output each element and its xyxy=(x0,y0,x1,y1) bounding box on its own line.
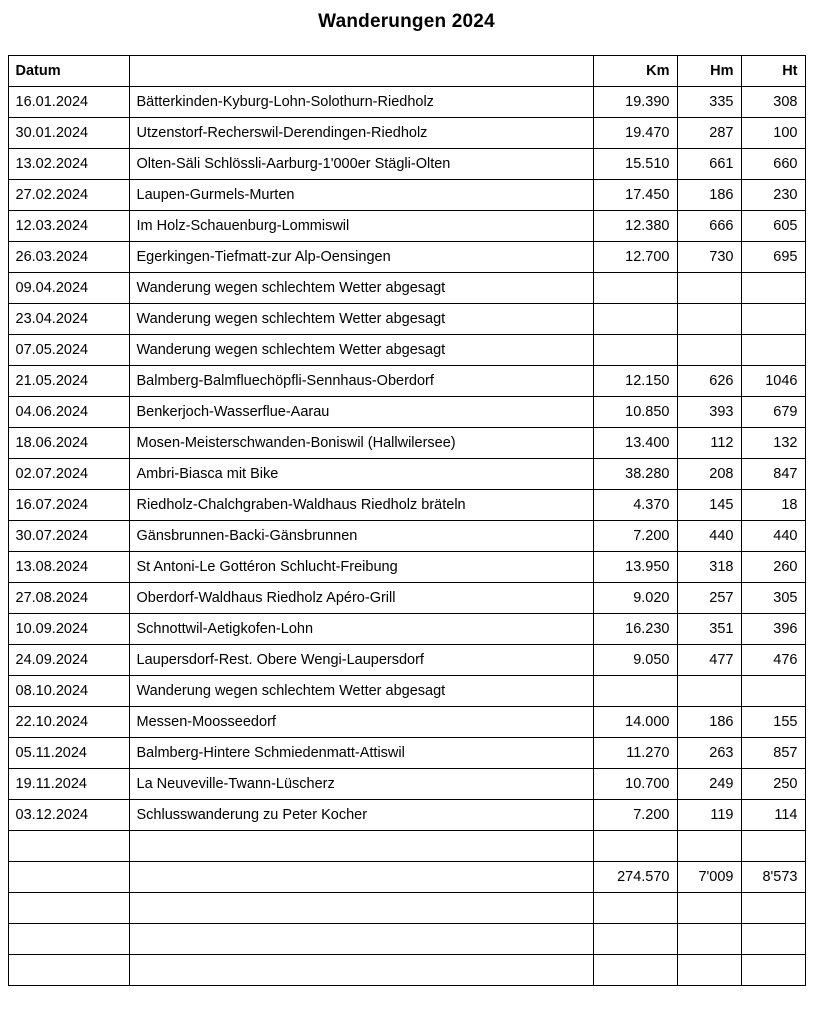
cell-hm: 145 xyxy=(677,490,741,521)
cell-description: Messen-Moosseedorf xyxy=(129,707,593,738)
cell-km: 11.270 xyxy=(593,738,677,769)
cell-date: 03.12.2024 xyxy=(8,800,129,831)
cell-km: 13.950 xyxy=(593,552,677,583)
table-row xyxy=(8,118,805,149)
cell-ht: 308 xyxy=(741,87,805,118)
cell-km: 9.050 xyxy=(593,645,677,676)
cell-description: Benkerjoch-Wasserflue-Aarau xyxy=(129,397,593,428)
cell-hm: 249 xyxy=(677,769,741,800)
cell-date: 08.10.2024 xyxy=(8,676,129,707)
cell-date: 16.07.2024 xyxy=(8,490,129,521)
cell-date: 23.04.2024 xyxy=(8,304,129,335)
cell-hm: 666 xyxy=(677,211,741,242)
cell-description xyxy=(129,924,593,955)
cell-km: 38.280 xyxy=(593,459,677,490)
cell-description: Mosen-Meisterschwanden-Boniswil (Hallwilersee) xyxy=(129,428,593,459)
cell-date: 26.03.2024 xyxy=(8,242,129,273)
cell-description: La Neuveville-Twann-Lüscherz xyxy=(129,769,593,800)
cell-description: Olten-Säli Schlössli-Aarburg-1'000er Stägli-Olten xyxy=(129,149,593,180)
cell-description: Wanderung wegen schlechtem Wetter abgesagt xyxy=(129,304,593,335)
cell-ht: 260 xyxy=(741,552,805,583)
cell-description: Balmberg-Hintere Schmiedenmatt-Attiswil xyxy=(129,738,593,769)
table-row xyxy=(8,738,805,769)
cell-ht: 396 xyxy=(741,614,805,645)
cell-description xyxy=(129,862,593,893)
table-row xyxy=(8,242,805,273)
cell-ht: 8'573 xyxy=(741,862,805,893)
cell-ht xyxy=(741,955,805,986)
cell-ht: 155 xyxy=(741,707,805,738)
cell-ht: 114 xyxy=(741,800,805,831)
cell-description xyxy=(129,831,593,862)
cell-hm: 318 xyxy=(677,552,741,583)
table-row xyxy=(8,397,805,428)
table-row xyxy=(8,273,805,304)
cell-date: 10.09.2024 xyxy=(8,614,129,645)
table-row xyxy=(8,614,805,645)
cell-description: Egerkingen-Tiefmatt-zur Alp-Oensingen xyxy=(129,242,593,273)
cell-date: 09.04.2024 xyxy=(8,273,129,304)
cell-ht xyxy=(741,676,805,707)
cell-km: 19.470 xyxy=(593,118,677,149)
cell-date: 30.07.2024 xyxy=(8,521,129,552)
cell-hm: 626 xyxy=(677,366,741,397)
header-hm: Hm xyxy=(677,56,741,87)
cell-date: 13.08.2024 xyxy=(8,552,129,583)
table-row xyxy=(8,769,805,800)
cell-date: 27.08.2024 xyxy=(8,583,129,614)
cell-date: 16.01.2024 xyxy=(8,87,129,118)
cell-hm: 335 xyxy=(677,87,741,118)
cell-date xyxy=(8,924,129,955)
cell-km: 19.390 xyxy=(593,87,677,118)
cell-hm: 393 xyxy=(677,397,741,428)
table-row xyxy=(8,149,805,180)
cell-km: 13.400 xyxy=(593,428,677,459)
cell-hm: 186 xyxy=(677,707,741,738)
cell-hm xyxy=(677,893,741,924)
table-row xyxy=(8,924,805,955)
cell-date: 13.02.2024 xyxy=(8,149,129,180)
cell-description: Wanderung wegen schlechtem Wetter abgesagt xyxy=(129,676,593,707)
cell-hm xyxy=(677,335,741,366)
cell-ht: 695 xyxy=(741,242,805,273)
table-row xyxy=(8,831,805,862)
cell-ht xyxy=(741,831,805,862)
cell-hm: 730 xyxy=(677,242,741,273)
cell-date: 18.06.2024 xyxy=(8,428,129,459)
cell-km: 10.700 xyxy=(593,769,677,800)
cell-km xyxy=(593,676,677,707)
cell-km: 15.510 xyxy=(593,149,677,180)
cell-date: 27.02.2024 xyxy=(8,180,129,211)
table-row xyxy=(8,428,805,459)
cell-hm: 477 xyxy=(677,645,741,676)
cell-km: 7.200 xyxy=(593,521,677,552)
cell-ht: 847 xyxy=(741,459,805,490)
cell-date: 02.07.2024 xyxy=(8,459,129,490)
cell-description: Ambri-Biasca mit Bike xyxy=(129,459,593,490)
table-row xyxy=(8,583,805,614)
table-row xyxy=(8,366,805,397)
table-row xyxy=(8,304,805,335)
header-date: Datum xyxy=(8,56,129,87)
table-row xyxy=(8,335,805,366)
header-description xyxy=(129,56,593,87)
cell-ht: 18 xyxy=(741,490,805,521)
table-row xyxy=(8,707,805,738)
cell-date: 19.11.2024 xyxy=(8,769,129,800)
cell-date xyxy=(8,862,129,893)
cell-description: St Antoni-Le Gottéron Schlucht-Freibung xyxy=(129,552,593,583)
table-row xyxy=(8,645,805,676)
cell-km xyxy=(593,304,677,335)
header-km: Km xyxy=(593,56,677,87)
cell-hm xyxy=(677,955,741,986)
cell-date xyxy=(8,831,129,862)
cell-km: 12.150 xyxy=(593,366,677,397)
cell-hm xyxy=(677,273,741,304)
cell-date: 30.01.2024 xyxy=(8,118,129,149)
cell-description: Utzenstorf-Recherswil-Derendingen-Riedholz xyxy=(129,118,593,149)
table-row xyxy=(8,490,805,521)
cell-km: 10.850 xyxy=(593,397,677,428)
cell-ht: 305 xyxy=(741,583,805,614)
table-row xyxy=(8,955,805,986)
cell-description: Laupersdorf-Rest. Obere Wengi-Laupersdorf xyxy=(129,645,593,676)
cell-ht: 476 xyxy=(741,645,805,676)
table-row xyxy=(8,87,805,118)
cell-date xyxy=(8,893,129,924)
cell-description xyxy=(129,893,593,924)
cell-km: 12.700 xyxy=(593,242,677,273)
table-row xyxy=(8,521,805,552)
hikes-table xyxy=(8,55,806,986)
cell-km xyxy=(593,955,677,986)
cell-description: Schnottwil-Aetigkofen-Lohn xyxy=(129,614,593,645)
table-row xyxy=(8,459,805,490)
cell-date: 12.03.2024 xyxy=(8,211,129,242)
cell-km xyxy=(593,924,677,955)
cell-hm xyxy=(677,924,741,955)
table-total-row xyxy=(8,862,805,893)
cell-description: Laupen-Gurmels-Murten xyxy=(129,180,593,211)
cell-ht: 250 xyxy=(741,769,805,800)
cell-ht xyxy=(741,304,805,335)
table-row xyxy=(8,552,805,583)
cell-ht: 857 xyxy=(741,738,805,769)
cell-hm: 186 xyxy=(677,180,741,211)
cell-ht xyxy=(741,273,805,304)
cell-km: 17.450 xyxy=(593,180,677,211)
cell-hm: 257 xyxy=(677,583,741,614)
cell-km: 14.000 xyxy=(593,707,677,738)
cell-km: 12.380 xyxy=(593,211,677,242)
table-row xyxy=(8,893,805,924)
cell-hm: 208 xyxy=(677,459,741,490)
cell-hm: 119 xyxy=(677,800,741,831)
table-row xyxy=(8,180,805,211)
cell-date: 21.05.2024 xyxy=(8,366,129,397)
cell-hm: 287 xyxy=(677,118,741,149)
cell-ht xyxy=(741,924,805,955)
cell-hm xyxy=(677,304,741,335)
cell-hm: 263 xyxy=(677,738,741,769)
cell-date: 22.10.2024 xyxy=(8,707,129,738)
cell-ht: 132 xyxy=(741,428,805,459)
cell-description: Riedholz-Chalchgraben-Waldhaus Riedholz bräteln xyxy=(129,490,593,521)
cell-ht: 1046 xyxy=(741,366,805,397)
cell-hm: 351 xyxy=(677,614,741,645)
cell-km: 16.230 xyxy=(593,614,677,645)
cell-km: 4.370 xyxy=(593,490,677,521)
cell-km: 9.020 xyxy=(593,583,677,614)
page-title: Wanderungen 2024 xyxy=(318,11,495,32)
cell-date: 04.06.2024 xyxy=(8,397,129,428)
cell-hm: 112 xyxy=(677,428,741,459)
cell-ht xyxy=(741,893,805,924)
cell-hm xyxy=(677,676,741,707)
cell-ht: 230 xyxy=(741,180,805,211)
cell-ht xyxy=(741,335,805,366)
cell-hm: 440 xyxy=(677,521,741,552)
cell-ht: 660 xyxy=(741,149,805,180)
cell-hm: 661 xyxy=(677,149,741,180)
cell-description: Bätterkinden-Kyburg-Lohn-Solothurn-Riedholz xyxy=(129,87,593,118)
cell-date xyxy=(8,955,129,986)
cell-km xyxy=(593,831,677,862)
cell-date: 05.11.2024 xyxy=(8,738,129,769)
cell-km xyxy=(593,273,677,304)
cell-km xyxy=(593,893,677,924)
cell-description xyxy=(129,955,593,986)
header-ht: Ht xyxy=(741,56,805,87)
cell-km: 7.200 xyxy=(593,800,677,831)
cell-ht: 100 xyxy=(741,118,805,149)
hikes-table-body xyxy=(8,56,805,986)
cell-date: 07.05.2024 xyxy=(8,335,129,366)
cell-km: 274.570 xyxy=(593,862,677,893)
cell-ht: 679 xyxy=(741,397,805,428)
table-header-row xyxy=(8,56,805,87)
cell-description: Im Holz-Schauenburg-Lommiswil xyxy=(129,211,593,242)
cell-date: 24.09.2024 xyxy=(8,645,129,676)
cell-description: Wanderung wegen schlechtem Wetter abgesagt xyxy=(129,273,593,304)
cell-ht: 605 xyxy=(741,211,805,242)
cell-description: Oberdorf-Waldhaus Riedholz Apéro-Grill xyxy=(129,583,593,614)
cell-hm xyxy=(677,831,741,862)
cell-km xyxy=(593,335,677,366)
cell-description: Gänsbrunnen-Backi-Gänsbrunnen xyxy=(129,521,593,552)
cell-description: Wanderung wegen schlechtem Wetter abgesagt xyxy=(129,335,593,366)
table-row xyxy=(8,211,805,242)
cell-hm: 7'009 xyxy=(677,862,741,893)
cell-description: Schlusswanderung zu Peter Kocher xyxy=(129,800,593,831)
table-row xyxy=(8,800,805,831)
cell-description: Balmberg-Balmfluechöpfli-Sennhaus-Oberdorf xyxy=(129,366,593,397)
table-row xyxy=(8,676,805,707)
cell-ht: 440 xyxy=(741,521,805,552)
